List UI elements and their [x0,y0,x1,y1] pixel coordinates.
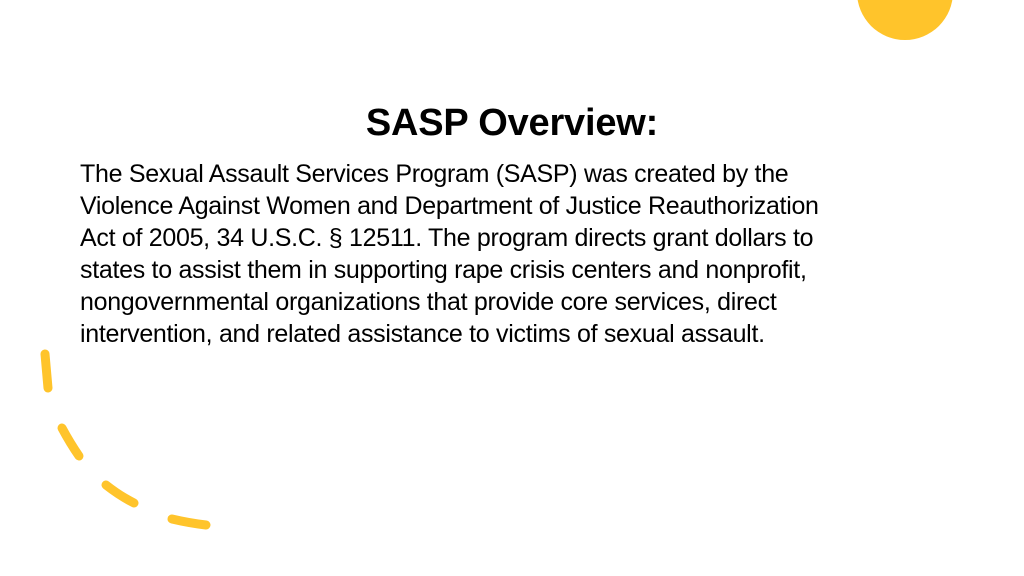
decorative-dashed-arc [0,330,240,550]
paragraph-line: The Sexual Assault Services Program (SASP) was created by the [80,160,789,188]
paragraph-line: states to assist them in supporting rape crisis centers and nonprofit, [80,256,807,284]
paragraph-line: nongovernmental organizations that provide core services, direct [80,288,777,316]
decorative-circle [857,0,953,40]
paragraph-line: Act of 2005, 34 U.S.C. § 12511. The program directs grant dollars to [80,224,814,252]
arc-dash-2 [62,428,79,456]
paragraph-line: intervention, and related assistance to victims of sexual assault. [80,320,765,348]
overview-paragraph [80,158,940,350]
paragraph-line: Violence Against Women and Department of Justice Reauthorization [80,192,819,220]
arc-dash-1 [45,354,48,388]
arc-dash-3 [106,485,134,503]
arc-dash-4 [172,519,206,525]
page-title: SASP Overview: [365,102,659,144]
